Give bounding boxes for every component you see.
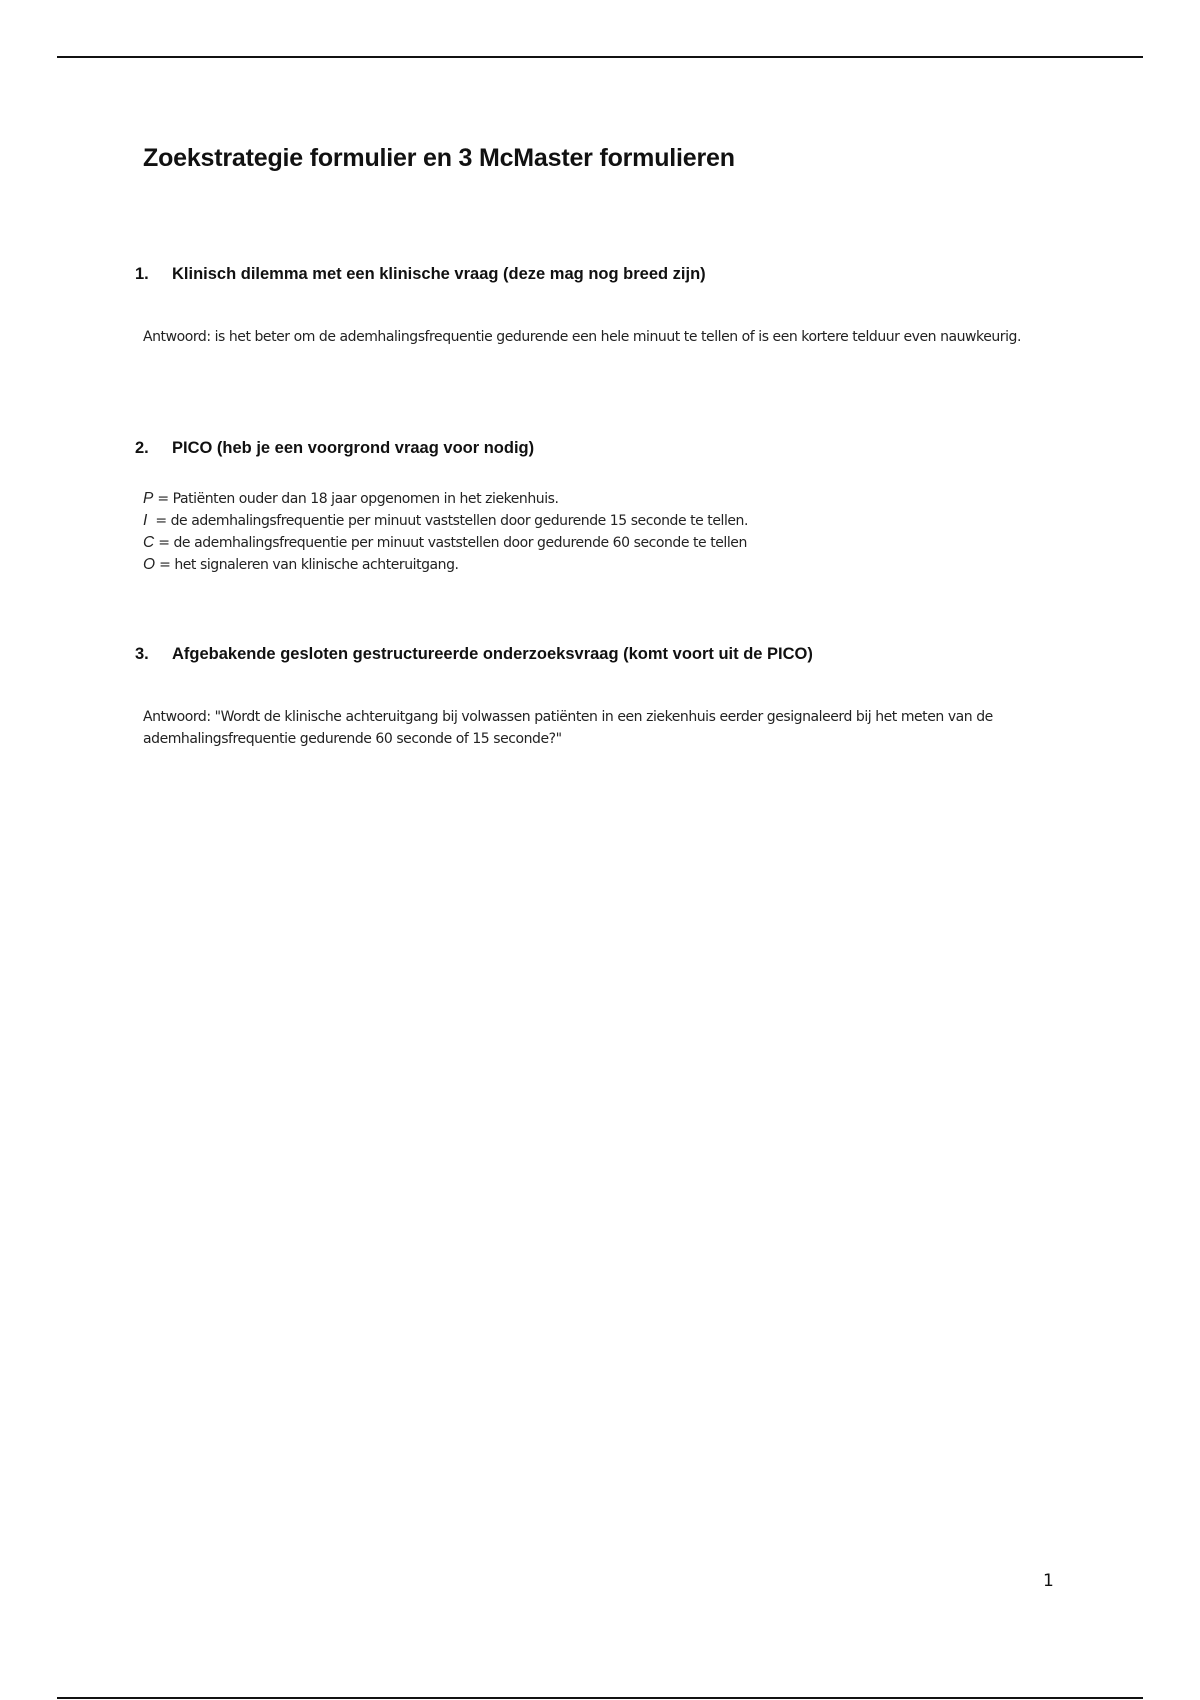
pico-text-c: = de ademhalingsfrequentie per minuut vaststellen door gedurende 60 seconde te tellen	[154, 535, 747, 551]
section-1-number: 1.	[135, 265, 149, 283]
header-rule	[57, 56, 1143, 58]
pico-list	[143, 488, 1063, 576]
pico-letter-c: C	[143, 534, 155, 551]
section-1-answer: Antwoord: is het beter om de ademhalingsfrequentie gedurende een hele minuut te tellen of is een kortere telduur even nauwkeurig.	[143, 329, 1021, 345]
pico-text-o: = het signaleren van klinische achteruitgang.	[155, 557, 459, 573]
section-1-heading	[135, 265, 706, 284]
section-3-title: Afgebakende gesloten gestructureerde onderzoeksvraag (komt voort uit de PICO)	[172, 645, 813, 663]
pico-item-c	[143, 532, 1063, 554]
pico-text-i: = de ademhalingsfrequentie per minuut vaststellen door gedurende 15 seconde te tellen.	[147, 513, 748, 529]
section-2-heading	[135, 439, 534, 458]
pico-item-p	[143, 488, 1063, 510]
footer-rule	[57, 1697, 1143, 1699]
section-2-title: PICO (heb je een voorgrond vraag voor nodig)	[172, 439, 535, 457]
section-2-number: 2.	[135, 439, 149, 457]
pico-text-p: = Patiënten ouder dan 18 jaar opgenomen in het ziekenhuis.	[153, 491, 559, 507]
page-number: 1	[1043, 1571, 1054, 1591]
section-3-heading	[135, 645, 813, 664]
section-1-title: Klinisch dilemma met een klinische vraag (deze mag nog breed zijn)	[172, 265, 706, 283]
pico-letter-i: I	[143, 512, 148, 529]
document-title: Zoekstrategie formulier en 3 McMaster formulieren	[143, 144, 735, 172]
section-3-answer: Antwoord: "Wordt de klinische achteruitgang bij volwassen patiënten in een ziekenhuis eerder gesignaleerd bij het meten van de ademhalingsfrequentie gedurende 60 seconde of 15 seconde?"	[143, 709, 993, 747]
section-3-number: 3.	[135, 645, 149, 663]
pico-letter-o: O	[143, 556, 156, 573]
pico-item-i	[143, 510, 1063, 532]
pico-item-o	[143, 554, 1063, 576]
pico-letter-p: P	[143, 490, 154, 507]
